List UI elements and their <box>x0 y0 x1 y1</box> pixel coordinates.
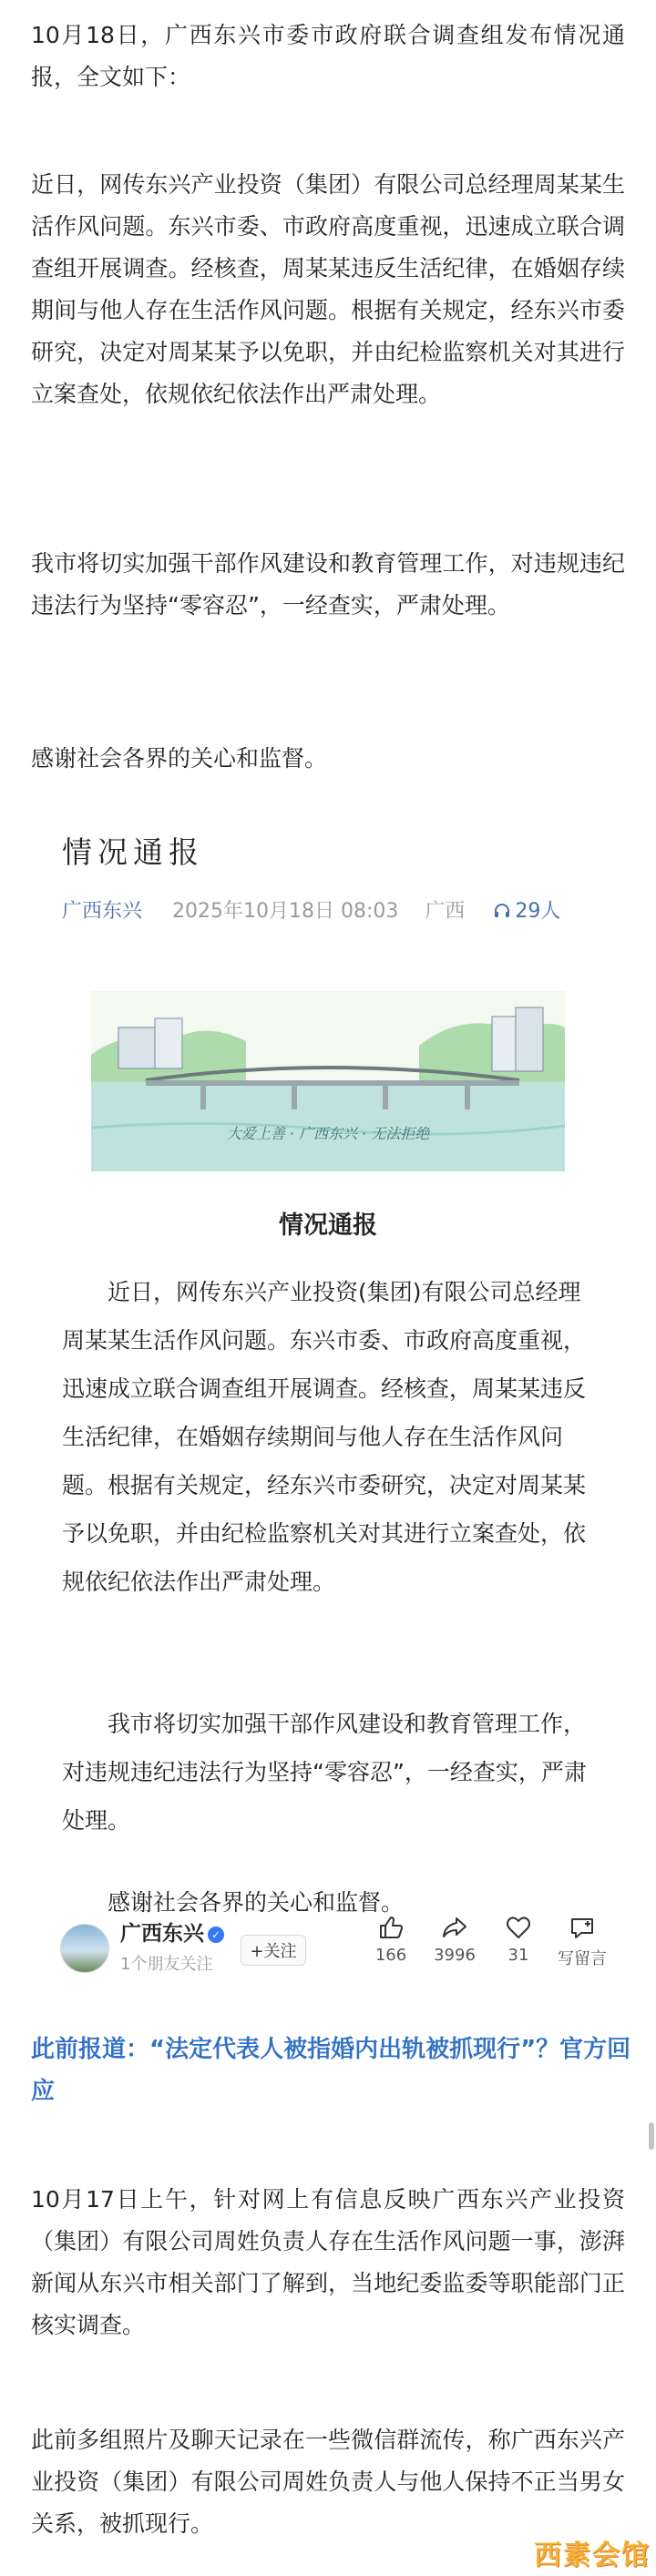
account-name: 广西东兴 <box>120 1922 204 1946</box>
embed-date: 2025年10月18日 08:03 <box>172 900 399 923</box>
embed-title: 情况通报 <box>62 834 204 870</box>
banner-illustration <box>91 991 565 1171</box>
like-count: 166 <box>374 1946 407 1965</box>
comment-icon <box>568 1913 597 1942</box>
verified-badge-icon: ✓ <box>208 1927 224 1943</box>
previous-paragraph-2: 此前多组照片及聊天记录在一些微信群流传，称广西东兴产业投资（集团）有限公司周姓负责人与他人保持不正当男女关系，被抓现行。 <box>31 2427 625 2537</box>
article-paragraph-commitment: 我市将切实加强干部作风建设和教育管理工作，对违规违纪违法行为坚持“零容忍”，一经查实，严肃处理。 <box>31 550 625 618</box>
bridge-illustration <box>91 991 565 1171</box>
article-paragraph-body: 近日，网传东兴产业投资（集团）有限公司总经理周某某生活作风问题。东兴市委、市政府高度重视，迅速成立联合调查组开展调查。经核查，周某某违反生活纪律，在婚姻存续期间与他人存在生活作风问题。根据有关规定，经东兴市委研究，决定对周某某予以免职，并由纪检监察机关对其进行立案查处，依规依纪依法作出严肃处理。 <box>31 171 625 407</box>
previous-paragraph-1: 10月17日上午，针对网上有信息反映广西东兴产业投资（集团）有限公司周姓负责人存在生活作风问题一事，澎湃新闻从东兴市相关部门了解到，当地纪委监委等职能部门正核实调查。 <box>31 2186 625 2338</box>
article-paragraph-intro: 10月18日，广西东兴市委市政府联合调查组发布情况通报，全文如下： <box>31 22 625 90</box>
follow-button[interactable]: +关注 <box>241 1935 306 1966</box>
favorite-count: 31 <box>507 1946 529 1965</box>
favorite-button[interactable] <box>487 1913 550 1965</box>
embed-source[interactable]: 广西东兴 <box>62 900 143 923</box>
comment-label: 写留言 <box>558 1949 607 1968</box>
embed-listeners[interactable] <box>493 900 560 923</box>
embed-listeners-count: 29人 <box>515 900 561 923</box>
thumbs-up-icon <box>376 1913 405 1942</box>
heart-icon <box>504 1913 533 1942</box>
scrollbar-thumb[interactable] <box>649 2122 654 2150</box>
share-arrow-icon <box>440 1913 469 1942</box>
comment-button[interactable] <box>550 1913 614 1969</box>
share-count: 3996 <box>434 1946 476 1965</box>
notice-paragraph-commitment: 我市将切实加强干部作风建设和教育管理工作，对违规违纪违法行为坚持“零容忍”，一经查实，严肃处理。 <box>62 1711 587 1834</box>
notice-paragraph-body: 近日，网传东兴产业投资(集团)有限公司总经理周某某生活作风问题。东兴市委、市政府高度重视，迅速成立联合调查组开展调查。经核查，周某某违反生活纪律，在婚姻存续期间与他人存在生活作风问题。根据有关规定，经东兴市委研究，决定对周某某予以免职，并由纪检监察机关对其进行立案查处，依规依纪依法作出严肃处理。 <box>62 1279 587 1595</box>
notice-paragraph-thanks: 感谢社会各界的关心和监督。 <box>108 1889 405 1916</box>
article-paragraph-thanks: 感谢社会各界的关心和监督。 <box>31 745 328 772</box>
notice-heading: 情况通报 <box>279 1211 377 1240</box>
share-button[interactable] <box>423 1913 487 1965</box>
watermark-logo: 西素会馆 <box>534 2540 651 2571</box>
account-name-row[interactable] <box>120 1917 224 1947</box>
banner-slogan: 大爱上善 · 广西东兴 · 无法拒绝 <box>226 1125 430 1142</box>
like-button[interactable] <box>359 1913 423 1965</box>
embed-meta <box>62 895 560 924</box>
previous-report-link[interactable]: 此前报道：“法定代表人被指婚内出轨被抓现行”？官方回应 <box>31 2036 631 2105</box>
headphones-icon <box>493 902 511 920</box>
account-action-bar <box>60 1907 625 1988</box>
friends-following: 1个朋友关注 <box>120 1955 213 1974</box>
account-avatar[interactable] <box>60 1924 109 1973</box>
embed-region: 广西 <box>425 900 466 923</box>
